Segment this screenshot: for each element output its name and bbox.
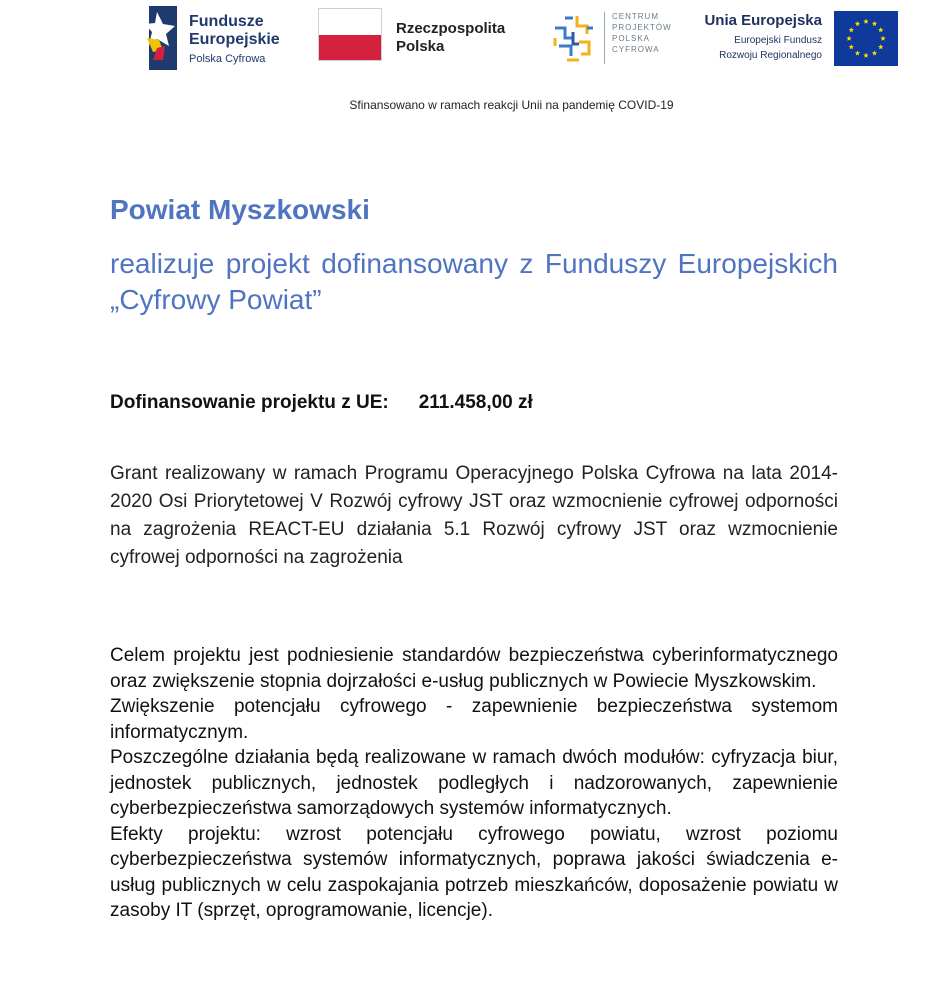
centrum-line1: CENTRUM xyxy=(612,12,659,21)
fundusze-line2: Europejskie xyxy=(189,31,280,48)
maze-emblem-icon xyxy=(547,8,599,68)
description-paragraph: Celem projektu jest podniesienie standardów bezpieczeństwa cyberinformatycznego oraz zwiększenie stopnia dojrzałości e-usług publicznych w Powiecie Myszkowskim. xyxy=(110,645,838,692)
rzeczpospolita-logo xyxy=(318,8,518,64)
funding-line xyxy=(110,392,533,414)
description-paragraph: Poszczególne działania będą realizowane w ramach dwóch modułów: cyfryzacja biur, jednostek publicznych, jednostek podległych i nadzorowanych, zapewnienie cyberbezpieczeństwa samorządowych systemów informatycznych. xyxy=(110,747,838,819)
centrum-projektow-logo xyxy=(547,8,687,70)
description-paragraph: Efekty projektu: wzrost potencjału cyfrowego powiatu, wzrost poziomu cyberbezpieczeństwa systemów informatycznych, poprawa jakości świadczenia e-usług publicznych w celu zaspokajania potrzeb mieszkańców, doposażenie powiatu w zasoby IT (sprzęt, oprogramowanie, licencje). xyxy=(110,823,838,921)
unia-line3: Rozwoju Regionalnego xyxy=(719,50,822,61)
centrum-line3: POLSKA xyxy=(612,34,651,43)
centrum-line4: CYFROWA xyxy=(612,45,660,54)
page-subtitle: realizuje projekt dofinansowany z Funduszy Europejskich „Cyfrowy Powiat” xyxy=(110,248,838,315)
rzeczpospolita-line2: Polska xyxy=(396,38,445,55)
unia-europejska-logo xyxy=(700,10,900,70)
fundusze-europejskie-logo xyxy=(143,2,293,74)
unia-line1: Unia Europejska xyxy=(704,12,822,29)
description-paragraph: Zwiększenie potencjału cyfrowego - zapewnienie bezpieczeństwa systemom informatycznym. xyxy=(110,696,838,743)
project-description xyxy=(110,643,838,924)
grant-paragraph: Grant realizowany w ramach Programu Operacyjnego Polska Cyfrowa na lata 2014-2020 Osi Priorytetowej V Rozwój cyfrowy JST oraz wzmocnienie cyfrowej odporności na zagrożenia REACT-EU działania 5.1 Rozwój cyfrowy JST oraz wzmocnienie cyfrowej odporności na zagrożenia xyxy=(110,463,838,568)
fundusze-line3: Polska Cyfrowa xyxy=(189,53,266,65)
centrum-separator xyxy=(604,12,605,64)
centrum-line2: PROJEKTÓW xyxy=(612,23,672,32)
logo-bar xyxy=(0,0,932,80)
rzeczpospolita-line1: Rzeczpospolita xyxy=(396,20,506,37)
unia-line2: Europejski Fundusz xyxy=(734,35,822,46)
funding-amount: 211.458,00 zł xyxy=(418,392,533,413)
fundusze-line1: Fundusze xyxy=(189,13,264,30)
page-title: Powiat Myszkowski xyxy=(110,194,370,225)
funding-label: Dofinansowanie projektu z UE: xyxy=(110,392,389,413)
fundusze-europejskie-icon xyxy=(143,2,183,74)
eu-flag-icon xyxy=(834,11,898,66)
covid-funding-note: Sfinansowano w ramach reakcji Unii na pandemię COVID-19 xyxy=(349,98,674,112)
polish-flag-icon xyxy=(318,8,382,61)
